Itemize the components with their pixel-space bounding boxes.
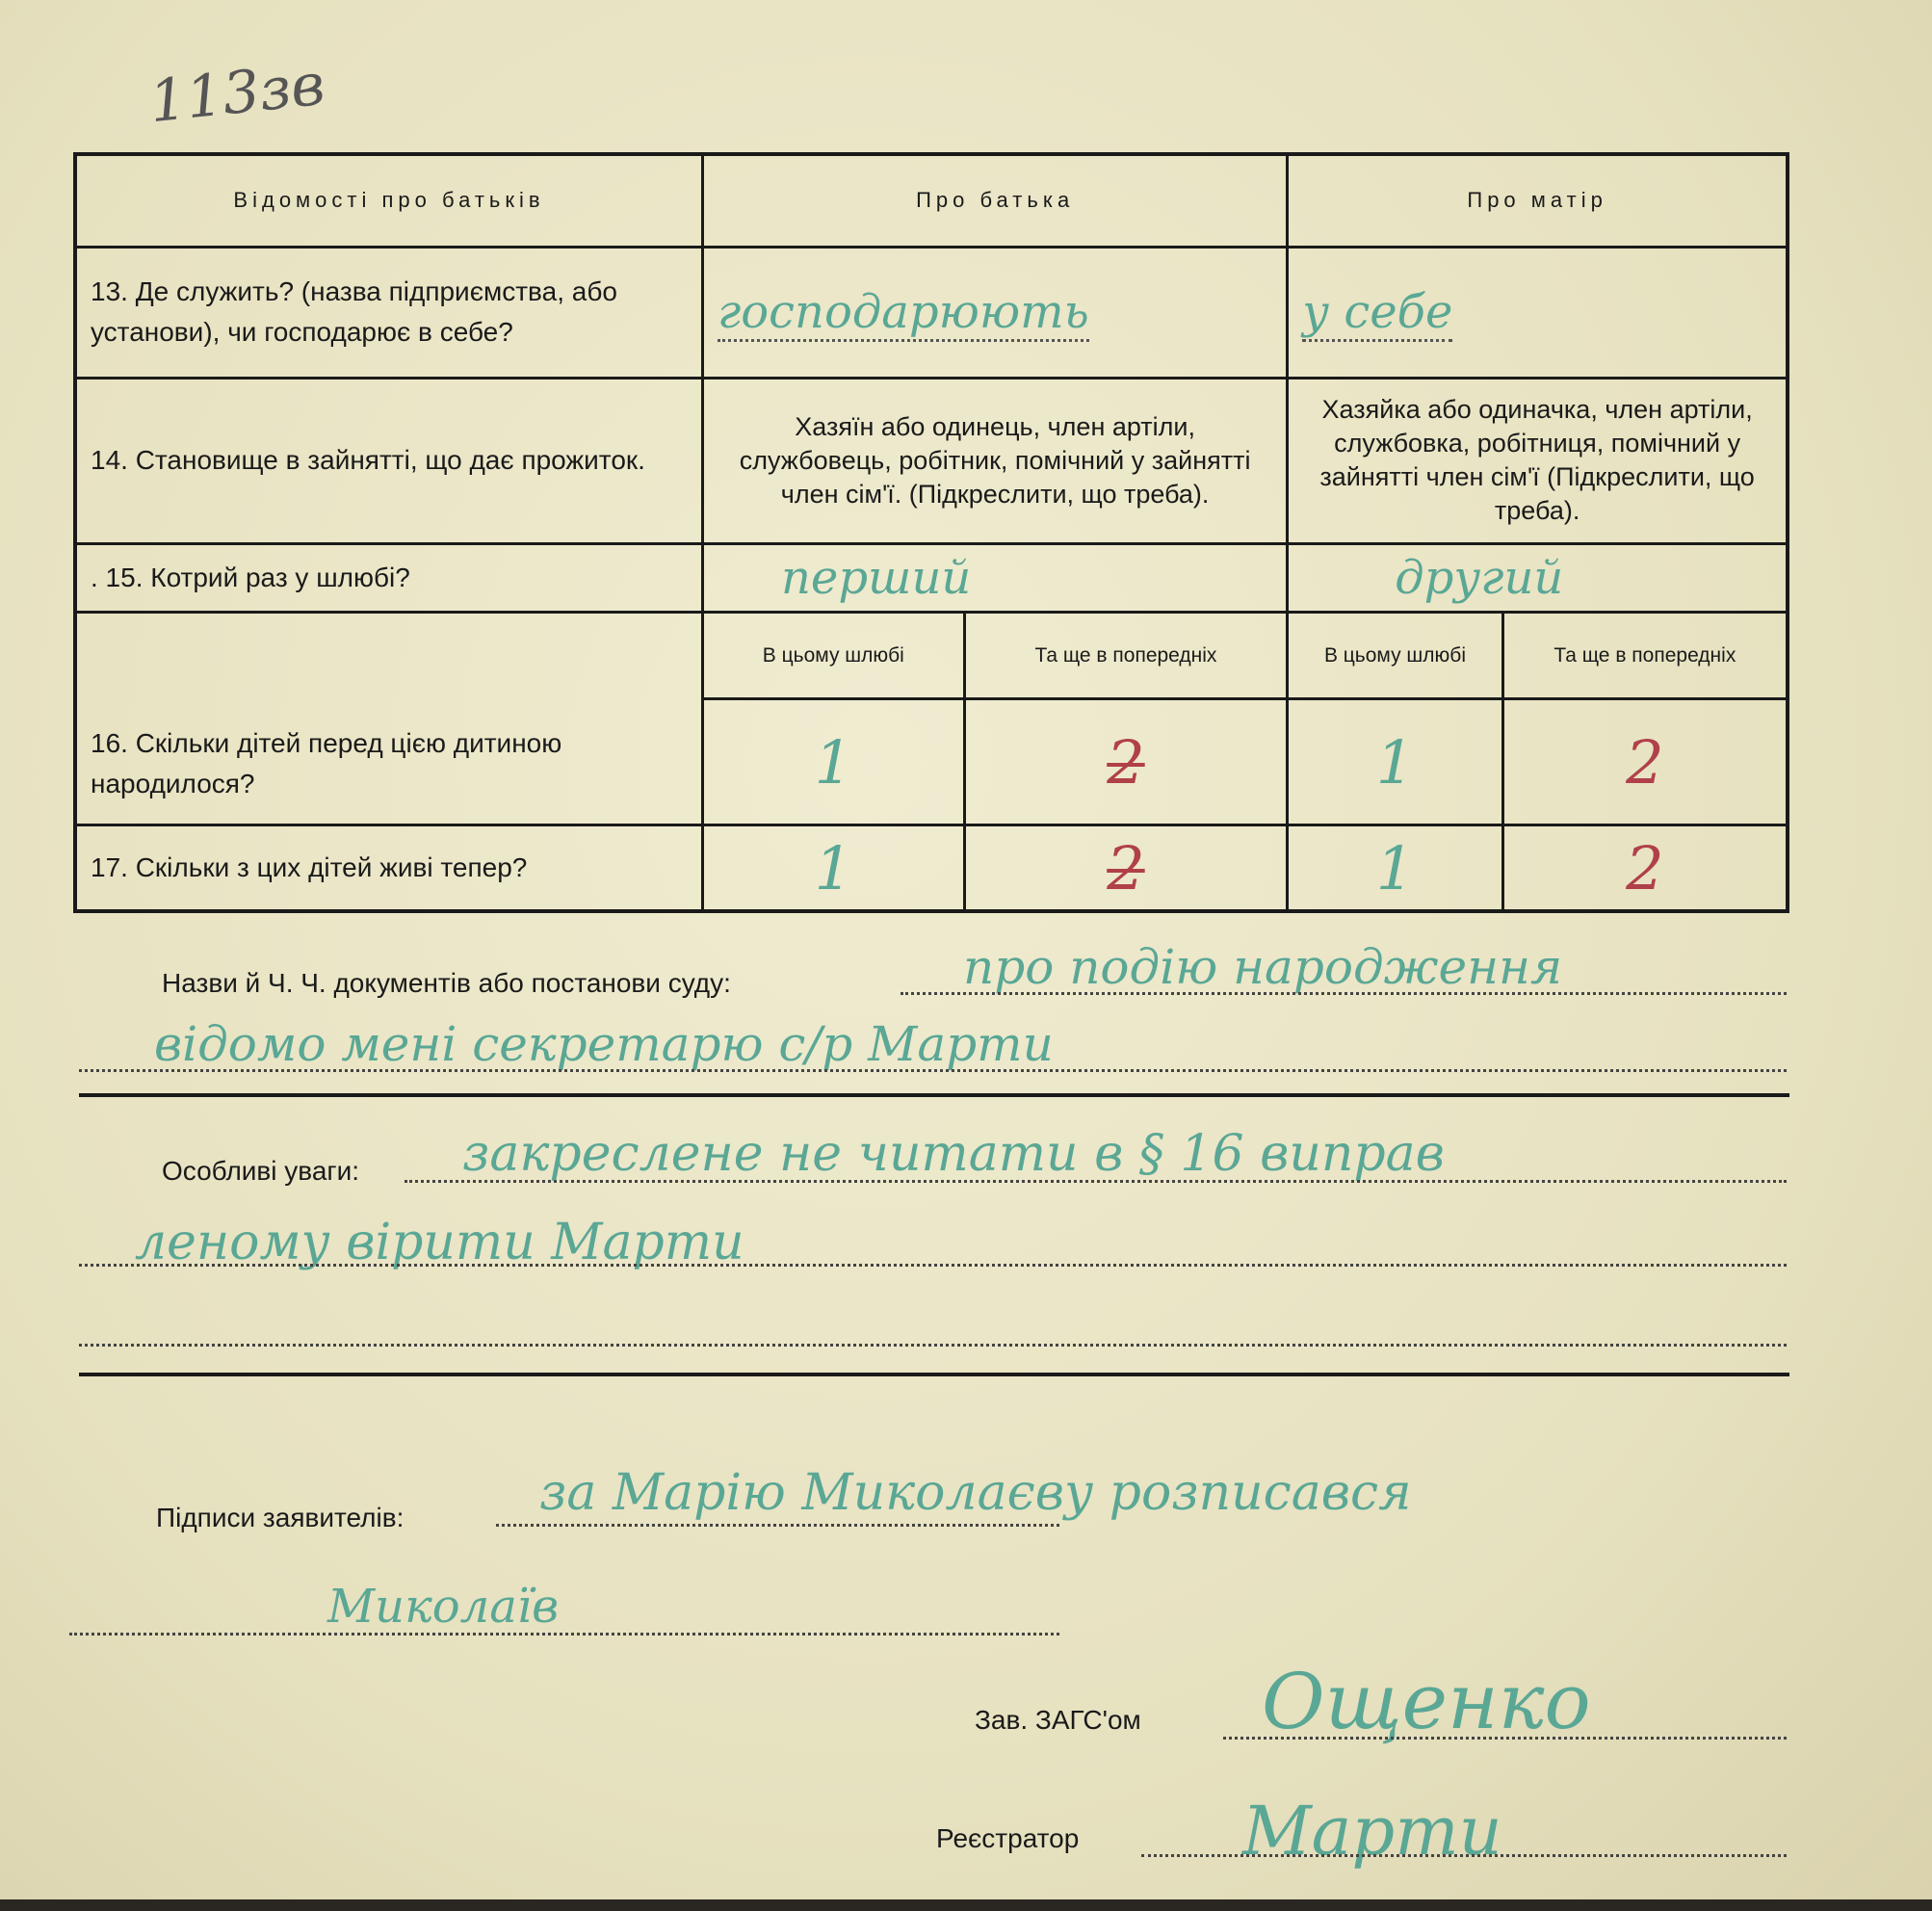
row-q15: [75, 543, 1788, 613]
remarks-rule-2: [79, 1264, 1787, 1267]
q14-mother-options: Хазяйка або одиначка, член артіли, службовка, робітниця, помічний у зайнятті член сім'ї (Підкреслити, що треба).: [1288, 379, 1788, 544]
remarks-label: Особливі уваги:: [162, 1156, 360, 1186]
remarks-divider: [79, 1373, 1789, 1376]
question-13: 13. Де служить? (назва підприємства, або установи), чи господарює в себе?: [75, 247, 703, 378]
registrar-rule: [1141, 1854, 1787, 1857]
row-subheads: [75, 613, 1788, 699]
signatures-rule-1: [496, 1524, 1059, 1527]
documents-rule-1: [901, 992, 1787, 995]
page-number: 113зв: [145, 50, 328, 137]
remarks-line1: закреслене не читати в § 16 виправ: [462, 1125, 1445, 1183]
bottom-edge: [0, 1899, 1932, 1911]
parents-info-table: [73, 152, 1789, 913]
documents-label: Назви й Ч. Ч. документів або постанови суду:: [162, 968, 731, 998]
q16-father-prev: 2: [964, 698, 1288, 825]
q17-mother-prev: 2: [1502, 825, 1788, 911]
remarks-line2: леному вірити Марти: [135, 1214, 744, 1271]
q16-mother-prev: 2: [1502, 698, 1788, 825]
row-q17: [75, 825, 1788, 911]
question-16: 16. Скільки дітей перед цією дитиною народилося?: [75, 613, 703, 825]
father-this-marriage-head: В цьому шлюбі: [703, 613, 965, 699]
q17-father-this: 1: [703, 825, 965, 911]
zags-rule: [1223, 1737, 1787, 1740]
signatures-label: Підписи заявителів:: [156, 1503, 405, 1532]
signatures-line1: за Марію Миколаєву розписався: [539, 1464, 1412, 1522]
father-previous-head: Та ще в попередніх: [964, 613, 1288, 699]
zags-signature: Ощенко: [1262, 1657, 1591, 1746]
documents-line2: відомо мені секретарю с/р Марти: [154, 1016, 1054, 1072]
mother-previous-head: Та ще в попередніх: [1502, 613, 1788, 699]
q13-father-text: господарюють: [718, 285, 1089, 342]
row-q13: [75, 247, 1788, 378]
zags-label: Зав. ЗАГС'ом: [975, 1705, 1141, 1735]
q16-mother-this: 1: [1288, 698, 1502, 825]
documents-rule-2: [79, 1069, 1787, 1072]
q13-mother-text: у себе: [1302, 285, 1452, 342]
signatures-rule-2: [69, 1633, 1059, 1636]
documents-line1: про подію народження: [963, 939, 1563, 995]
registrar-label: Реєстратор: [936, 1823, 1080, 1853]
q15-father-answer: перший: [703, 543, 1288, 613]
registrar-signature: Марти: [1242, 1792, 1502, 1871]
question-15: . 15. Котрий раз у шлюбі?: [75, 543, 703, 613]
row-q14: [75, 379, 1788, 544]
header-mother: Про матір: [1288, 154, 1788, 247]
header-father: Про батька: [703, 154, 1288, 247]
question-17: 17. Скільки з цих дітей живі тепер?: [75, 825, 703, 911]
q13-father-answer: [703, 247, 1288, 378]
q13-mother-answer: [1288, 247, 1788, 378]
remarks-rule-1: [405, 1180, 1787, 1183]
header-parents-info: Відомості про батьків: [75, 154, 703, 247]
signatures-line2: Миколаїв: [327, 1580, 560, 1634]
question-14: 14. Становище в зайнятті, що дає прожиток.: [75, 379, 703, 544]
q16-father-this: 1: [703, 698, 965, 825]
remarks-rule-3: [79, 1344, 1787, 1347]
q15-mother-answer: другий: [1288, 543, 1788, 613]
q14-father-options: Хазяїн або одинець, член артіли, службовець, робітник, помічний у зайнятті член сім'ї. (Підкреслити, що треба).: [703, 379, 1288, 544]
table-header-row: [75, 154, 1788, 247]
documents-divider: [79, 1093, 1789, 1097]
q17-mother-this: 1: [1288, 825, 1502, 911]
mother-this-marriage-head: В цьому шлюбі: [1288, 613, 1502, 699]
q17-father-prev: 2: [964, 825, 1288, 911]
